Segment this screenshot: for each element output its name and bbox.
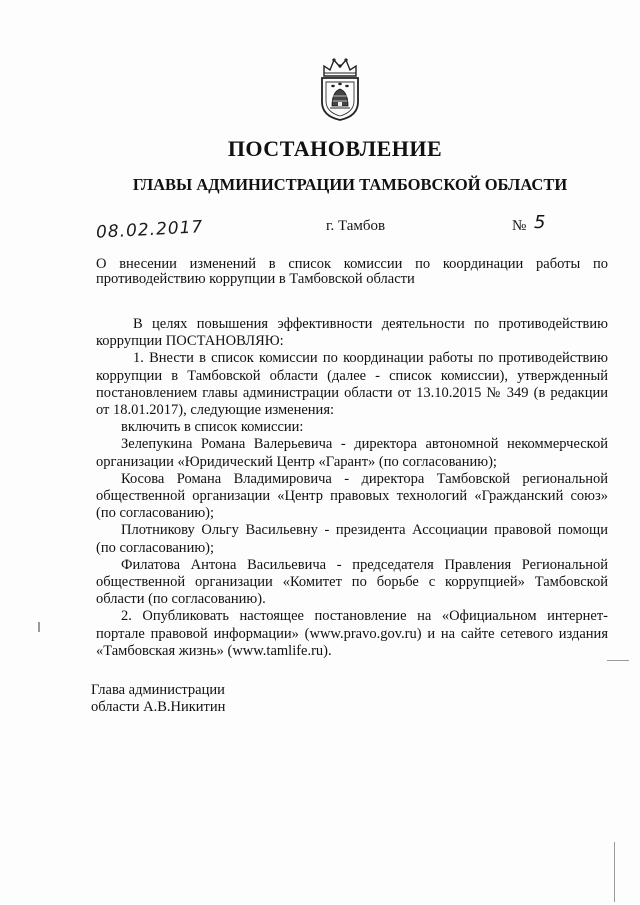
paragraph-item-2: 2. Опубликовать настоящее постановление на «Официальном интернет-портале правовой информации» (www.pravo.gov.ru) и на сайте сетевого издания «Тамбовская жизнь» (www.tamlife.ru). <box>96 608 608 659</box>
document-subject: О внесении изменений в список комиссии по координации работы по противодействию коррупции в Тамбовской области <box>96 256 608 287</box>
signature-position: Глава администрации <box>91 682 225 698</box>
document-number-label: № <box>512 218 527 234</box>
scan-mark <box>607 660 629 661</box>
paragraph-member-filatov: Филатова Антона Васильевича - председателя Правления Региональной общественной организации «Комитет по борьбе с коррупцией» Тамбовской области (по согласованию). <box>96 556 608 608</box>
document-city: г. Тамбов <box>326 218 386 234</box>
document-number: 5 <box>534 212 546 233</box>
scan-mark <box>614 842 615 902</box>
document-body <box>96 316 608 660</box>
scan-mark <box>38 622 40 632</box>
signature-name: области А.В.Никитин <box>91 699 226 715</box>
paragraph-item-1: 1. Внести в список комиссии по координации работы по противодействию коррупции в Тамбовской области (далее - список комиссии), утвержденный постановлением главы администрации области от 13.10.2015 № 349 (в редакции от 18.01.2017), следующие изменения: <box>96 350 608 419</box>
paragraph-include-list: включить в список комиссии: <box>121 419 304 436</box>
paragraph-preamble: В целях повышения эффективности деятельности по противодействию коррупции ПОСТАНОВЛЯЮ: <box>96 316 608 350</box>
signature-block <box>91 682 225 716</box>
paragraph-member-kosov: Косова Романа Владимировича - директора Тамбовской региональной общественной организации «Центр правовых технологий «Гражданский союз» (по согласованию); <box>96 470 608 522</box>
document-issuer: ГЛАВЫ АДМИНИСТРАЦИИ ТАМБОВСКОЙ ОБЛАСТИ <box>132 175 568 194</box>
document-date: 08.02.2017 <box>95 217 204 243</box>
document-title: ПОСТАНОВЛЕНИЕ <box>227 136 443 161</box>
paragraph-member-plotnikova: Плотникову Ольгу Васильевну - президента Ассоциации правовой помощи (по согласованию); <box>96 522 608 556</box>
coat-of-arms-icon <box>318 56 362 122</box>
paragraph-member-zelepukin: Зелепукина Романа Валерьевича - директора автономной некоммерческой организации «Юридический Центр «Гарант» (по согласованию); <box>96 436 608 470</box>
